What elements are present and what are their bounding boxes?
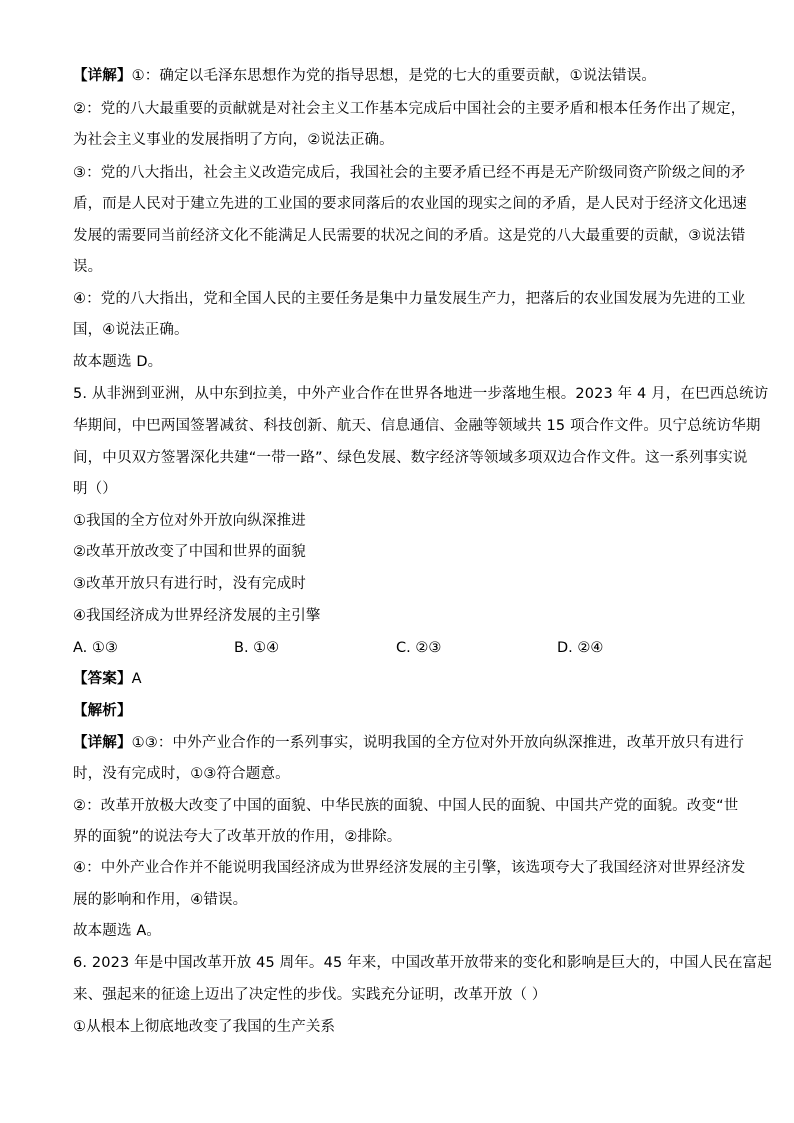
q5-option-a: A. ①③ xyxy=(73,640,118,656)
detail-label: 【详解】 xyxy=(73,68,132,84)
q5-statement-1: ①我国的全方位对外开放向纵深推进 xyxy=(73,513,306,529)
q5-option-b: B. ①④ xyxy=(234,640,280,656)
q5-stem-line-1: 5. 从非洲到亚洲，从中东到拉美，中外产业合作在世界各地进一步落地生根。2023 年 4 月，在巴西总统访 xyxy=(73,386,769,402)
q4-detail-line-1: 【详解】①：确定以毛泽东思想作为党的指导思想，是党的七大的重要贡献，①说法错误。 xyxy=(73,68,657,84)
q5-conclusion: 故本题选 A。 xyxy=(73,923,162,939)
answer-value: A xyxy=(131,671,142,687)
q4-detail-line-2: ②：党的八大最重要的贡献就是对社会主义工作基本完成后中国社会的主要矛盾和根本任务作出了规定， xyxy=(73,101,746,117)
q6-statement-1: ①从根本上彻底地改变了我国的生产关系 xyxy=(73,1019,336,1035)
q5-detail-line-5: ④：中外产业合作并不能说明我国经济成为世界经济发展的主引擎，该选项夸大了我国经济对世界经济发 xyxy=(73,860,746,876)
q4-detail-line-3: 为社会主义事业的发展指明了方向，②说法正确。 xyxy=(73,132,394,148)
q5-statement-2: ②改革开放改变了中国和世界的面貌 xyxy=(73,544,306,560)
q5-stem-line-2: 华期间，中巴两国签署减贫、科技创新、航天、信息通信、金融等领域共 15 项合作文件。贝宁总统访华期 xyxy=(73,418,761,434)
q5-option-c: C. ②③ xyxy=(396,640,442,656)
q5-detail-line-6: 展的影响和作用，④错误。 xyxy=(73,892,248,908)
q5-analysis-label: 【解析】 xyxy=(73,703,132,719)
q5-detail-line-3: ②：改革开放极大改变了中国的面貌、中华民族的面貌、中国人民的面貌、中国共产党的面貌。改变“世 xyxy=(73,798,739,814)
q4-detail-line-8: ④：党的八大指出，党和全国人民的主要任务是集中力量发展生产力，把落后的农业国发展为先进的工业 xyxy=(73,291,746,307)
q5-answer xyxy=(73,669,733,689)
answer-label: 【答案】 xyxy=(73,671,132,687)
q5-stem-line-4: 明（） xyxy=(73,481,117,497)
q5-statement-4: ④我国经济成为世界经济发展的主引擎 xyxy=(73,608,321,624)
q4-detail-line-9: 国，④说法正确。 xyxy=(73,322,189,338)
q4-detail-line-7: 误。 xyxy=(73,259,103,275)
detail-label: 【详解】 xyxy=(73,735,132,751)
q5-detail-line-2: 时，没有完成时，①③符合题意。 xyxy=(73,766,290,782)
q4-detail-line-5: 盾，而是人民对于建立先进的工业国的要求同落后的农业国的现实之间的矛盾，是人民对于经济文化迅速 xyxy=(73,196,747,212)
q4-detail-line-6: 发展的需要同当前经济文化不能满足人民需要的状况之间的矛盾。这是党的八大最重要的贡献，③说法错 xyxy=(73,228,746,244)
q5-statement-3: ③改革开放只有进行时，没有完成时 xyxy=(73,576,306,592)
q6-stem-line-2: 来、强起来的征途上迈出了决定性的步伐。实践充分证明，改革开放（ ） xyxy=(73,987,547,1003)
q6-stem-line-1: 6. 2023 年是中国改革开放 45 周年。45 年来，中国改革开放带来的变化和影响是巨大的，中国人民在富起 xyxy=(73,955,772,971)
q5-stem-line-3: 间，中贝双方签署深化共建“一带一路”、绿色发展、数字经济等领域多项双边合作文件。这一系列事实说 xyxy=(73,450,748,466)
q4-detail-line-4: ③：党的八大指出，社会主义改造完成后，我国社会的主要矛盾已经不再是无产阶级同资产阶级之间的矛 xyxy=(73,165,746,181)
q5-detail-line-4: 界的面貌”的说法夸大了改革开放的作用，②排除。 xyxy=(73,829,402,845)
q4-conclusion: 故本题选 D。 xyxy=(73,354,163,370)
q5-detail-line-1: 【详解】①③：中外产业合作的一系列事实，说明我国的全方位对外开放向纵深推进，改革开放只有进行 xyxy=(73,735,744,751)
q5-option-d: D. ②④ xyxy=(557,640,604,656)
